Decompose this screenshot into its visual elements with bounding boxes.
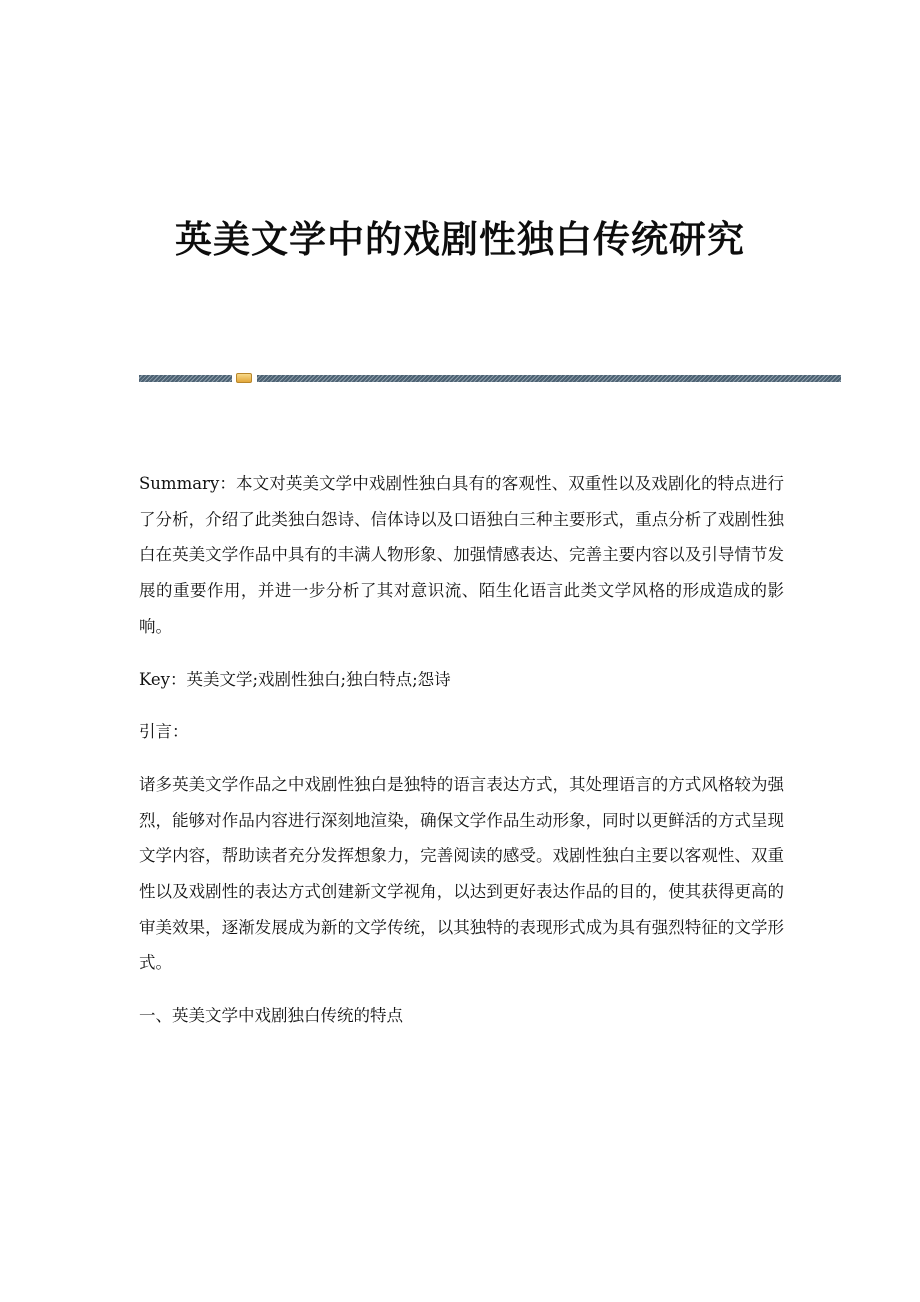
divider-bar-left xyxy=(139,375,232,382)
summary-label: Summary： xyxy=(139,474,236,493)
divider-ornament-icon xyxy=(236,373,252,383)
intro-heading: 引言： xyxy=(139,722,189,742)
divider-bar-right xyxy=(257,375,841,382)
summary-text: 本文对英美文学中戏剧性独白具有的客观性、双重性以及戏剧化的特点进行了分析，介绍了此类独白怨诗、信体诗以及口语独白三种主要形式，重点分析了戏剧性独白在英美文学作品中具有的丰满人物形象、加强情感表达、完善主要内容以及引导情节发展的重要作用，并进一步分析了其对意识流、陌生化语言此类文学风格的形成造成的影响。 xyxy=(139,474,784,636)
keywords-paragraph xyxy=(139,662,784,698)
page-title: 英美文学中的戏剧性独白传统研究 xyxy=(175,218,745,261)
section-heading: 一、英美文学中戏剧独白传统的特点 xyxy=(139,1006,403,1026)
document-body xyxy=(139,466,784,1034)
keywords-label: Key： xyxy=(139,669,187,689)
intro-paragraph: 诸多英美文学作品之中戏剧性独白是独特的语言表达方式，其处理语言的方式风格较为强烈，能够对作品内容进行深刻地渲染，确保文学作品生动形象，同时以更鲜活的方式呈现文学内容，帮助读者充分发挥想象力，完善阅读的感受。戏剧性独白主要以客观性、双重性以及戏剧性的表达方式创建新文学视角，以达到更好表达作品的目的，使其获得更高的审美效果，逐渐发展成为新的文学传统，以其独特的表现形式成为具有强烈特征的文学形式。 xyxy=(139,774,784,973)
title-divider xyxy=(139,373,841,383)
keywords-text: 英美文学;戏剧性独白;独白特点;怨诗 xyxy=(186,669,451,689)
summary-paragraph xyxy=(139,466,784,645)
